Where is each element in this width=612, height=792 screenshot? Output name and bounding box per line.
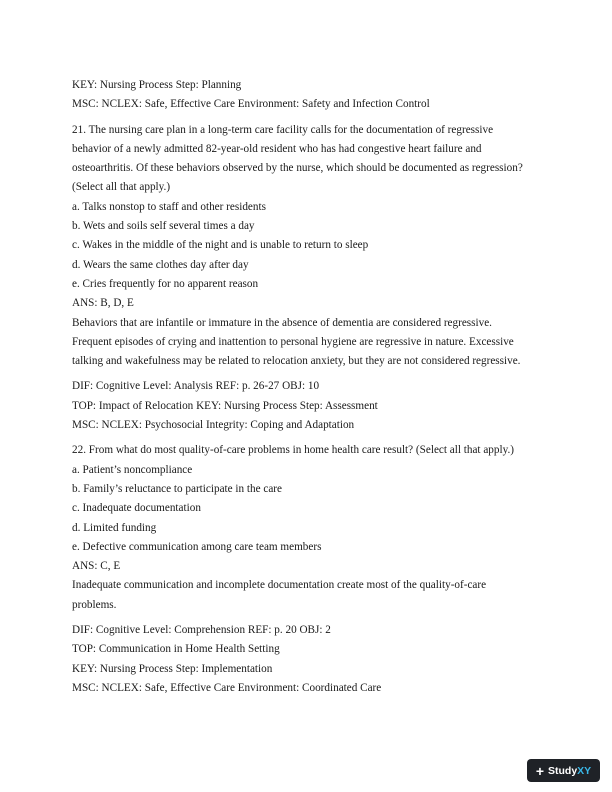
plus-icon: + bbox=[535, 762, 544, 779]
q21-option-d: d. Wears the same clothes day after day bbox=[72, 258, 249, 271]
studyxy-badge[interactable] bbox=[527, 759, 600, 782]
q21-rationale-line: talking and wakefulness may be related to relocation anxiety, but they are not considered regressive. bbox=[72, 355, 521, 368]
q22-option-c: c. Inadequate documentation bbox=[72, 502, 201, 515]
q22-top: TOP: Communication in Home Health Setting bbox=[72, 643, 280, 656]
q21-stem-line: 21. The nursing care plan in a long-term care facility calls for the documentation of regressive bbox=[72, 123, 494, 136]
q21-top: TOP: Impact of Relocation KEY: Nursing Process Step: Assessment bbox=[72, 399, 378, 412]
q21-msc: MSC: NCLEX: Psychosocial Integrity: Coping and Adaptation bbox=[72, 419, 355, 432]
q22-option-d: d. Limited funding bbox=[72, 521, 157, 534]
q22-key: KEY: Nursing Process Step: Implementation bbox=[72, 662, 273, 675]
q22-rationale-line: Inadequate communication and incomplete documentation create most of the quality-of-care bbox=[72, 579, 487, 592]
q22-answer: ANS: C, E bbox=[72, 560, 121, 573]
document-page bbox=[72, 76, 544, 698]
q21-stem-line: behavior of a newly admitted 82-year-old resident who has had congestive heart failure and bbox=[72, 142, 482, 155]
intro-key: KEY: Nursing Process Step: Planning bbox=[72, 79, 242, 91]
q22-dif: DIF: Cognitive Level: Comprehension REF: p. 20 OBJ: 2 bbox=[72, 624, 331, 637]
q21-answer: ANS: B, D, E bbox=[72, 297, 134, 310]
q22-msc: MSC: NCLEX: Safe, Effective Care Environment: Coordinated Care bbox=[72, 681, 382, 694]
q21-option-c: c. Wakes in the middle of the night and is unable to return to sleep bbox=[72, 239, 369, 252]
q21-option-a: a. Talks nonstop to staff and other residents bbox=[72, 200, 266, 213]
q21-option-e: e. Cries frequently for no apparent reason bbox=[72, 277, 259, 290]
q22-option-e: e. Defective communication among care team members bbox=[72, 540, 322, 553]
question-21 bbox=[72, 121, 544, 436]
q22-rationale-line: problems. bbox=[72, 598, 117, 611]
q22-stem-line: 22. From what do most quality-of-care problems in home health care result? (Select all that apply.) bbox=[72, 444, 514, 457]
badge-label: StudyXY bbox=[548, 764, 592, 777]
q21-stem-line: (Select all that apply.) bbox=[72, 181, 171, 194]
q22-option-b: b. Family’s reluctance to participate in the care bbox=[72, 482, 282, 495]
intro-msc: MSC: NCLEX: Safe, Effective Care Environment: Safety and Infection Control bbox=[72, 98, 430, 111]
q21-rationale-line: Frequent episodes of crying and inattention to personal hygiene are regressive in nature. Excessive bbox=[72, 335, 514, 348]
q22-option-a: a. Patient’s noncompliance bbox=[72, 463, 193, 476]
q21-stem-line: osteoarthritis. Of these behaviors observed by the nurse, which should be documented as regression? bbox=[72, 162, 523, 175]
q21-rationale-line: Behaviors that are infantile or immature in the absence of dementia are considered regressive. bbox=[72, 316, 492, 329]
q21-dif: DIF: Cognitive Level: Analysis REF: p. 26-27 OBJ: 10 bbox=[72, 380, 320, 393]
question-22 bbox=[72, 441, 544, 698]
q21-option-b: b. Wets and soils self several times a day bbox=[72, 220, 255, 233]
